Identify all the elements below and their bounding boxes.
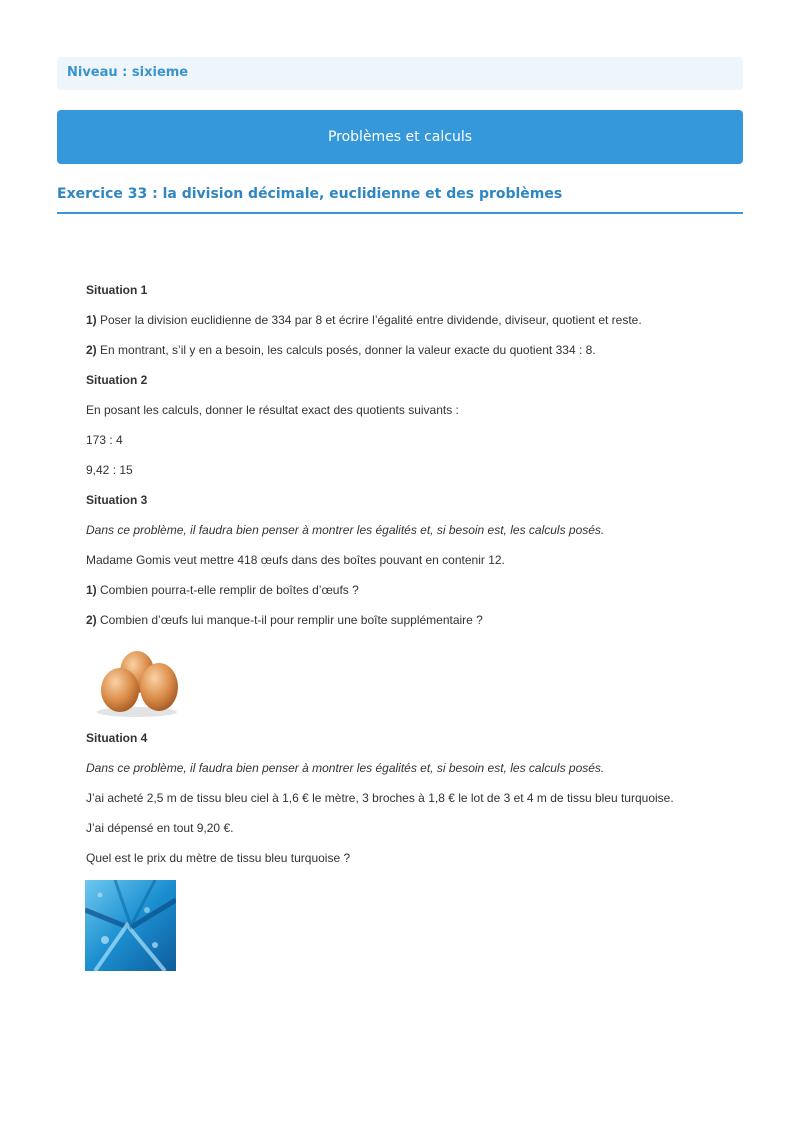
level-box [57,57,743,90]
situation4-line1: J’ai acheté 2,5 m de tissu bleu ciel à 1,6 € le mètre, 3 broches à 1,8 € le lot de 3 et 4 m de tissu bleu turquoise. [86,791,674,805]
situation2-item2: 9,42 : 15 [86,463,133,477]
situation3-statement: Madame Gomis veut mettre 418 œufs dans des boîtes pouvant en contenir 12. [86,553,505,567]
section-banner [57,110,743,164]
situation4-line2: J’ai dépensé en tout 9,20 €. [86,821,234,835]
situation3-heading: Situation 3 [86,493,148,507]
situation4-note [86,758,746,788]
situation1-heading: Situation 1 [86,283,148,297]
situation3-note-text: Dans ce problème, il faudra bien penser à montrer les égalités et, si besoin est, les calculs posés. [86,523,605,537]
fabric-image [85,880,176,971]
banner-title: Problèmes et calculs [327,129,473,145]
situation3-note [86,520,746,550]
situation2-heading: Situation 2 [86,373,148,387]
question-text: Poser la division euclidienne de 334 par 8 et écrire l’égalité entre dividende, diviseur, quotient et reste. [96,313,642,327]
question-number: 1) [86,313,97,327]
exercise-title: Exercice 33 : la division décimale, euclidienne et des problèmes [57,186,563,202]
situation4-question: Quel est le prix du mètre de tissu bleu turquoise ? [86,851,351,865]
title-divider [57,212,743,214]
question-text: En montrant, s’il y en a besoin, les calculs posés, donner la valeur exacte du quotient 334 : 8. [96,343,596,357]
eggs-image [91,648,186,718]
situation3-question2 [86,610,746,640]
exercise-content [86,280,746,971]
question-number: 2) [86,613,97,627]
question-number: 1) [86,583,97,597]
situation1-question1 [86,310,746,340]
situation2-intro: En posant les calculs, donner le résultat exact des quotients suivants : [86,403,459,417]
level-label: Niveau : sixieme [67,65,189,80]
situation3-question1 [86,580,746,610]
situation4-heading: Situation 4 [86,731,148,745]
question-number: 2) [86,343,97,357]
question-text: Combien pourra-t-elle remplir de boîtes d’œufs ? [96,583,359,597]
question-text: Combien d’œufs lui manque-t-il pour remplir une boîte supplémentaire ? [96,613,483,627]
situation1-question2 [86,340,746,370]
situation2-item1: 173 : 4 [86,433,123,447]
situation4-note-text: Dans ce problème, il faudra bien penser à montrer les égalités et, si besoin est, les calculs posés. [86,761,605,775]
